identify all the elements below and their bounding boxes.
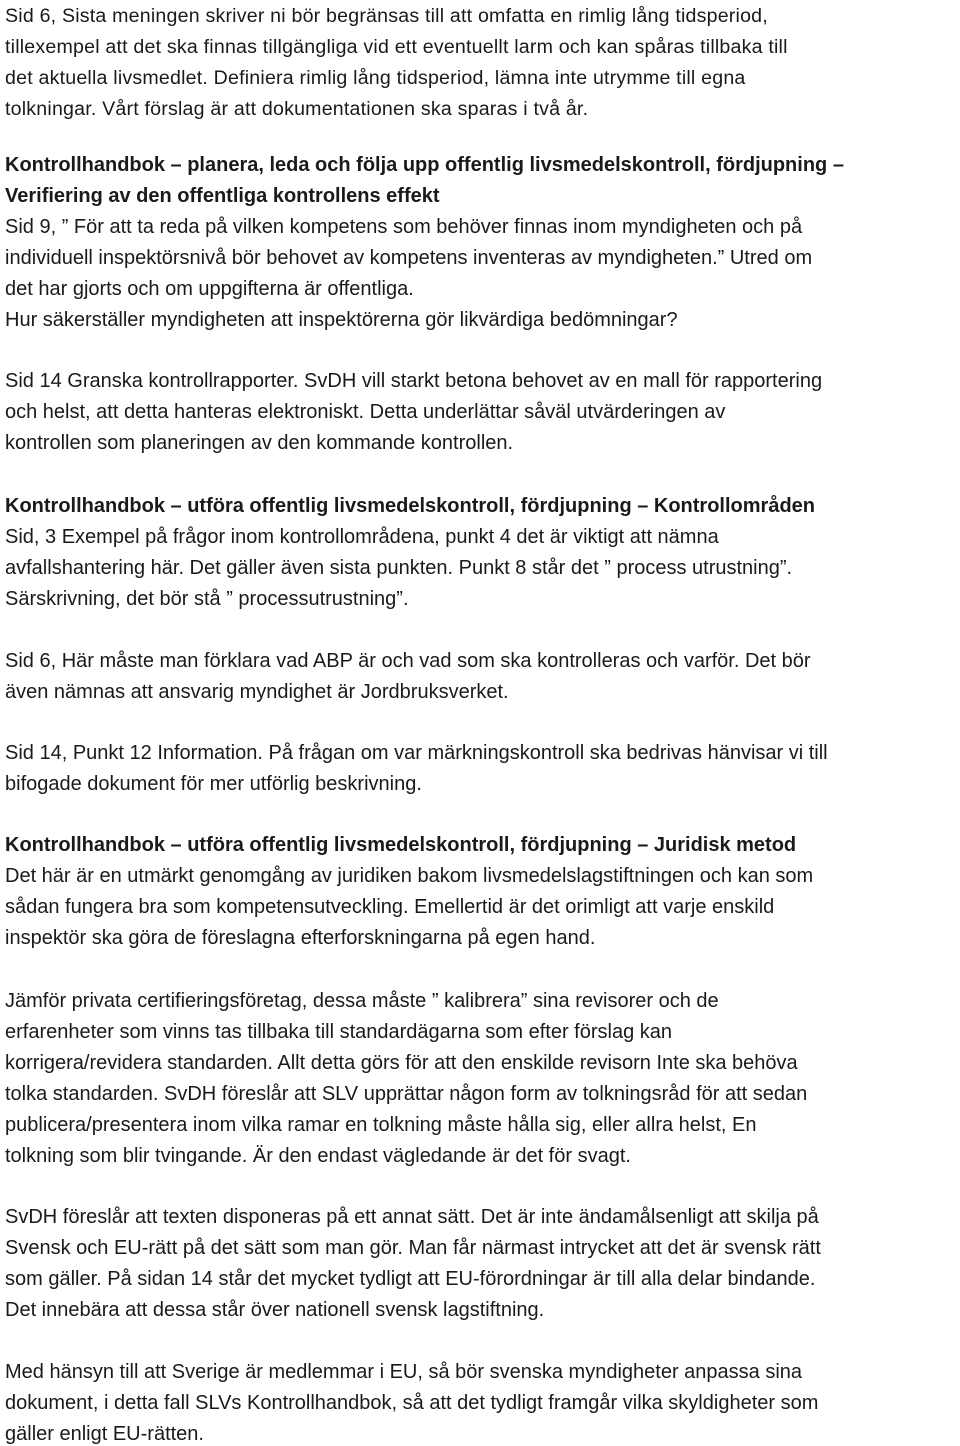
text-line: dokument, i detta fall SLVs Kontrollhandbok, så att det tydligt framgår vilka skyldigheter som (5, 1392, 819, 1414)
paragraph-kontrollrapporter (5, 366, 960, 459)
text-line: Sid 14, Punkt 12 Information. På frågan om var märkningskontroll ska bedrivas hänvisar vi till (5, 742, 828, 764)
text-line: Sid 6, Här måste man förklara vad ABP är och vad som ska kontrolleras och varför. Det bör (5, 650, 811, 672)
section-kontrollomraden (5, 491, 960, 615)
text-line: inspektör ska göra de föreslagna efterforskningarna på egen hand. (5, 927, 596, 949)
text-line: Sid, 3 Exempel på frågor inom kontrollområdena, punkt 4 det är viktigt att nämna (5, 526, 719, 548)
section-heading: Kontrollhandbok – utföra offentlig livsmedelskontroll, fördjupning – Kontrollområden (5, 495, 816, 517)
paragraph-certifiering (5, 986, 960, 1172)
text-line: individuell inspektörsnivå bör behovet av kompetens inventeras av myndigheten.” Utred om (5, 247, 813, 269)
text-line: tolkningar. Vårt förslag är att dokumentationen ska sparas i två år. (5, 98, 589, 120)
paragraph-disposition (5, 1202, 960, 1326)
text-line: tillexempel att det ska finnas tillgängliga vid ett eventuellt larm och kan spåras tillbaka till (5, 36, 788, 58)
paragraph-eu-ratten (5, 1357, 960, 1446)
text-line: Sid 14 Granska kontrollrapporter. SvDH vill starkt betona behovet av en mall för rapportering (5, 370, 823, 392)
text-line: Jämför privata certifieringsföretag, dessa måste ” kalibrera” sina revisorer och de (5, 990, 719, 1012)
text-line: Hur säkerställer myndigheten att inspektörerna gör likvärdiga bedömningar? (5, 309, 678, 331)
section-heading: Verifiering av den offentliga kontrollens effekt (5, 185, 440, 207)
text-line: gäller enligt EU-rätten. (5, 1423, 204, 1445)
text-line: publicera/presentera inom vilka ramar en tolkning måste hålla sig, eller allra helst, En (5, 1114, 757, 1136)
text-line: Särskrivning, det bör stå ” processutrustning”. (5, 588, 409, 610)
text-line: Det innebära att dessa står över nationell svensk lagstiftning. (5, 1299, 545, 1321)
paragraph-information (5, 738, 960, 800)
text-line: det har gjorts och om uppgifterna är offentliga. (5, 278, 414, 300)
text-line: Med hänsyn till att Sverige är medlemmar i EU, så bör svenska myndigheter anpassa sina (5, 1361, 803, 1383)
text-line: även nämnas att ansvarig myndighet är Jordbruksverket. (5, 681, 509, 703)
text-line: erfarenheter som vinns tas tillbaka till standardägarna som efter förslag kan (5, 1021, 673, 1043)
text-line: Det här är en utmärkt genomgång av juridiken bakom livsmedelslagstiftningen och kan som (5, 865, 814, 887)
text-line: Sid 9, ” För att ta reda på vilken kompetens som behöver finnas inom myndigheten och på (5, 216, 803, 238)
text-line: Svensk och EU-rätt på det sätt som man gör. Man får närmast intrycket att det är svensk rätt (5, 1237, 821, 1259)
text-line: som gäller. På sidan 14 står det mycket tydligt att EU-förordningar är till alla delar bindande. (5, 1268, 816, 1290)
section-juridisk-metod (5, 830, 960, 954)
text-line: bifogade dokument för mer utförlig beskrivning. (5, 773, 422, 795)
text-line: avfallshantering här. Det gäller även sista punkten. Punkt 8 står det ” process utrustning”. (5, 557, 793, 579)
text-line: det aktuella livsmedlet. Definiera rimlig lång tidsperiod, lämna inte utrymme till egna (5, 67, 746, 89)
text-line: korrigera/revidera standarden. Allt detta görs för att den enskilde revisorn Inte ska behöva (5, 1052, 798, 1074)
text-line: sådan fungera bra som kompetensutveckling. Emellertid är det orimligt att varje enskild (5, 896, 775, 918)
text-line: och helst, att detta hanteras elektroniskt. Detta underlättar såväl utvärderingen av (5, 401, 726, 423)
text-line: tolka standarden. SvDH föreslår att SLV upprättar någon form av tolkningsråd för att sedan (5, 1083, 808, 1105)
text-line: kontrollen som planeringen av den kommande kontrollen. (5, 432, 514, 454)
text-line: SvDH föreslår att texten disponeras på ett annat sätt. Det är inte ändamålsenligt att skilja på (5, 1206, 819, 1228)
paragraph-retention-period (5, 1, 960, 125)
paragraph-abp (5, 646, 960, 708)
text-line: tolkning som blir tvingande. Är den endast vägledande är det för svagt. (5, 1145, 631, 1167)
section-heading: Kontrollhandbok – utföra offentlig livsmedelskontroll, fördjupning – Juridisk metod (5, 834, 797, 856)
section-verifiering (5, 150, 960, 336)
section-heading: Kontrollhandbok – planera, leda och följa upp offentlig livsmedelskontroll, fördjupning – (5, 154, 844, 176)
text-line: Sid 6, Sista meningen skriver ni bör begränsas till att omfatta en rimlig lång tidsperiod, (5, 5, 768, 27)
